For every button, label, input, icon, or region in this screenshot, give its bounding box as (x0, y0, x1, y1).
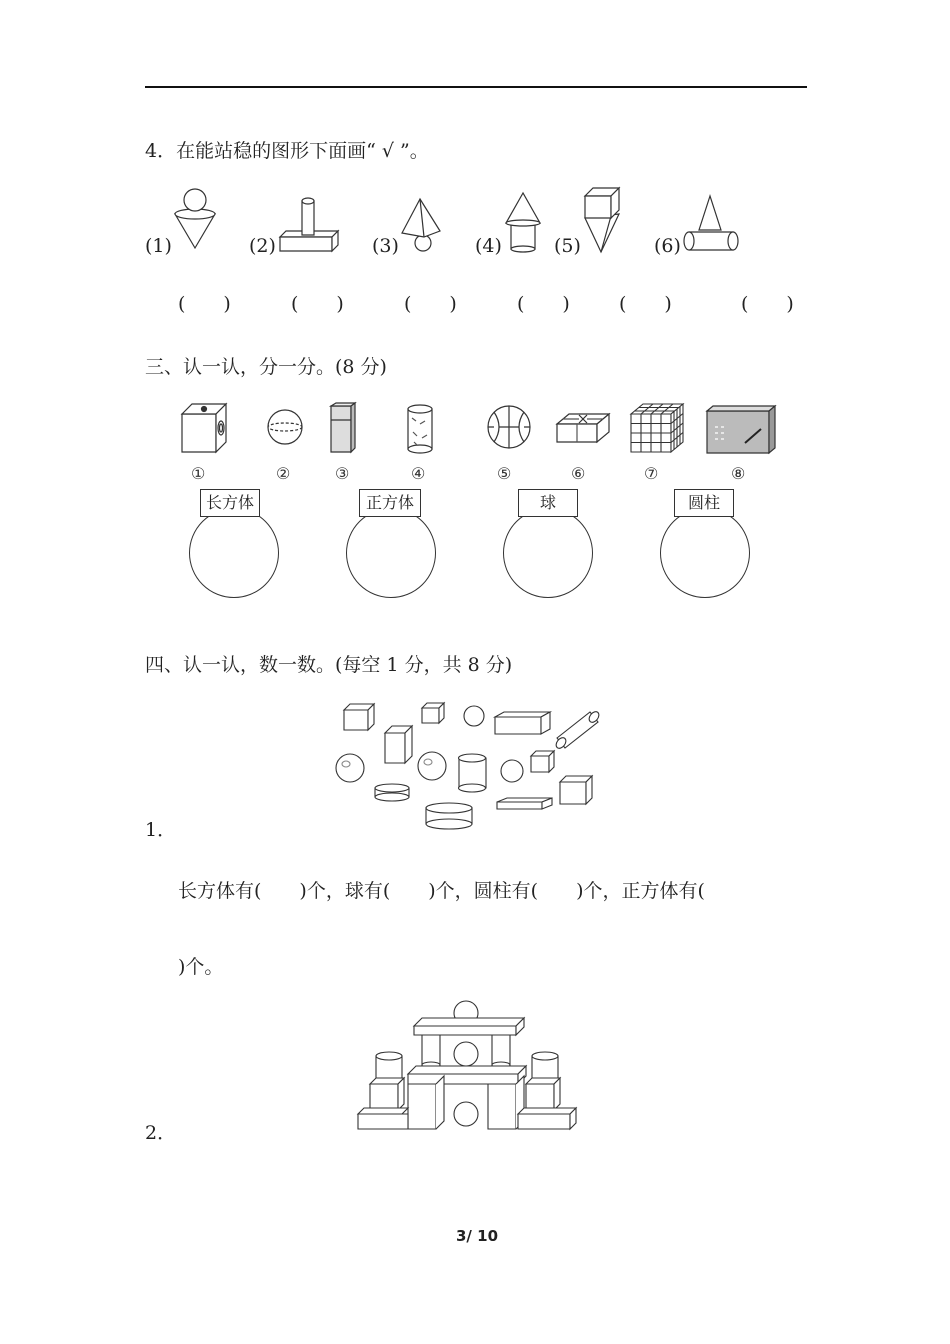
sort-circle-cylinder[interactable] (660, 508, 750, 598)
object-number-5: ⑤ (497, 464, 512, 483)
rubik-cube-icon (629, 402, 685, 454)
basketball-icon (486, 404, 532, 450)
answer-paren-6[interactable]: ( ) (741, 293, 794, 315)
object-number-3: ③ (335, 464, 350, 483)
q4-label-1: (1) (145, 235, 172, 257)
q4-label-5: (5) (554, 235, 581, 257)
sort-circle-cuboid[interactable] (189, 508, 279, 598)
q4-label-4: (4) (475, 235, 502, 257)
category-label-cube: 正方体 (359, 489, 421, 517)
s4-q1-text-cont: )个。 (178, 956, 224, 978)
object-number-6: ⑥ (571, 464, 586, 483)
header-rule (145, 86, 807, 88)
s4-q1-text: 长方体有( )个，球有( )个，圆柱有( )个，正方体有( (178, 880, 705, 902)
scattered-solids-figure (332, 698, 604, 832)
tea-can-icon (406, 404, 434, 454)
answer-paren-1[interactable]: ( ) (178, 293, 231, 315)
section-4-title: 四、认一认，数一数。(每空 1 分，共 8 分) (145, 654, 513, 676)
pencil-box-icon (705, 405, 777, 455)
block-building-figure (356, 996, 578, 1130)
sort-circle-sphere[interactable] (503, 508, 593, 598)
answer-paren-2[interactable]: ( ) (291, 293, 344, 315)
answer-paren-4[interactable]: ( ) (517, 293, 570, 315)
cube-on-point-icon (583, 186, 621, 254)
q4-label-6: (6) (654, 235, 681, 257)
category-label-sphere: 球 (518, 489, 578, 517)
pyramid-on-ball-icon (398, 197, 444, 253)
sphere-on-cone-icon (170, 188, 220, 252)
object-number-1: ① (191, 464, 206, 483)
cone-on-lying-cylinder-icon (683, 194, 739, 252)
answer-paren-3[interactable]: ( ) (404, 293, 457, 315)
s4-q2-number: 2． (145, 1122, 177, 1144)
cylinder-on-slab-icon (278, 195, 340, 253)
object-number-4: ④ (411, 464, 426, 483)
answer-paren-5[interactable]: ( ) (619, 293, 672, 315)
section-3-title: 三、认一认，分一分。(8 分) (145, 356, 387, 378)
s4-q1-number: 1． (145, 819, 177, 841)
object-number-2: ② (276, 464, 291, 483)
dice-icon (180, 402, 230, 454)
category-label-cylinder: 圆柱 (674, 489, 734, 517)
sort-circle-cube[interactable] (346, 508, 436, 598)
page-number: 3/ 10 (456, 1227, 499, 1245)
cone-on-cylinder-icon (503, 191, 543, 253)
gift-box-icon (555, 412, 611, 446)
q4-label-2: (2) (249, 235, 276, 257)
ball-icon (266, 408, 304, 446)
q4-title: 4．在能站稳的图形下面画“ √ ”。 (145, 140, 429, 162)
object-number-8: ⑧ (731, 464, 746, 483)
category-label-cuboid: 长方体 (200, 489, 260, 517)
q4-label-3: (3) (372, 235, 399, 257)
object-number-7: ⑦ (644, 464, 659, 483)
fridge-icon (328, 402, 358, 454)
